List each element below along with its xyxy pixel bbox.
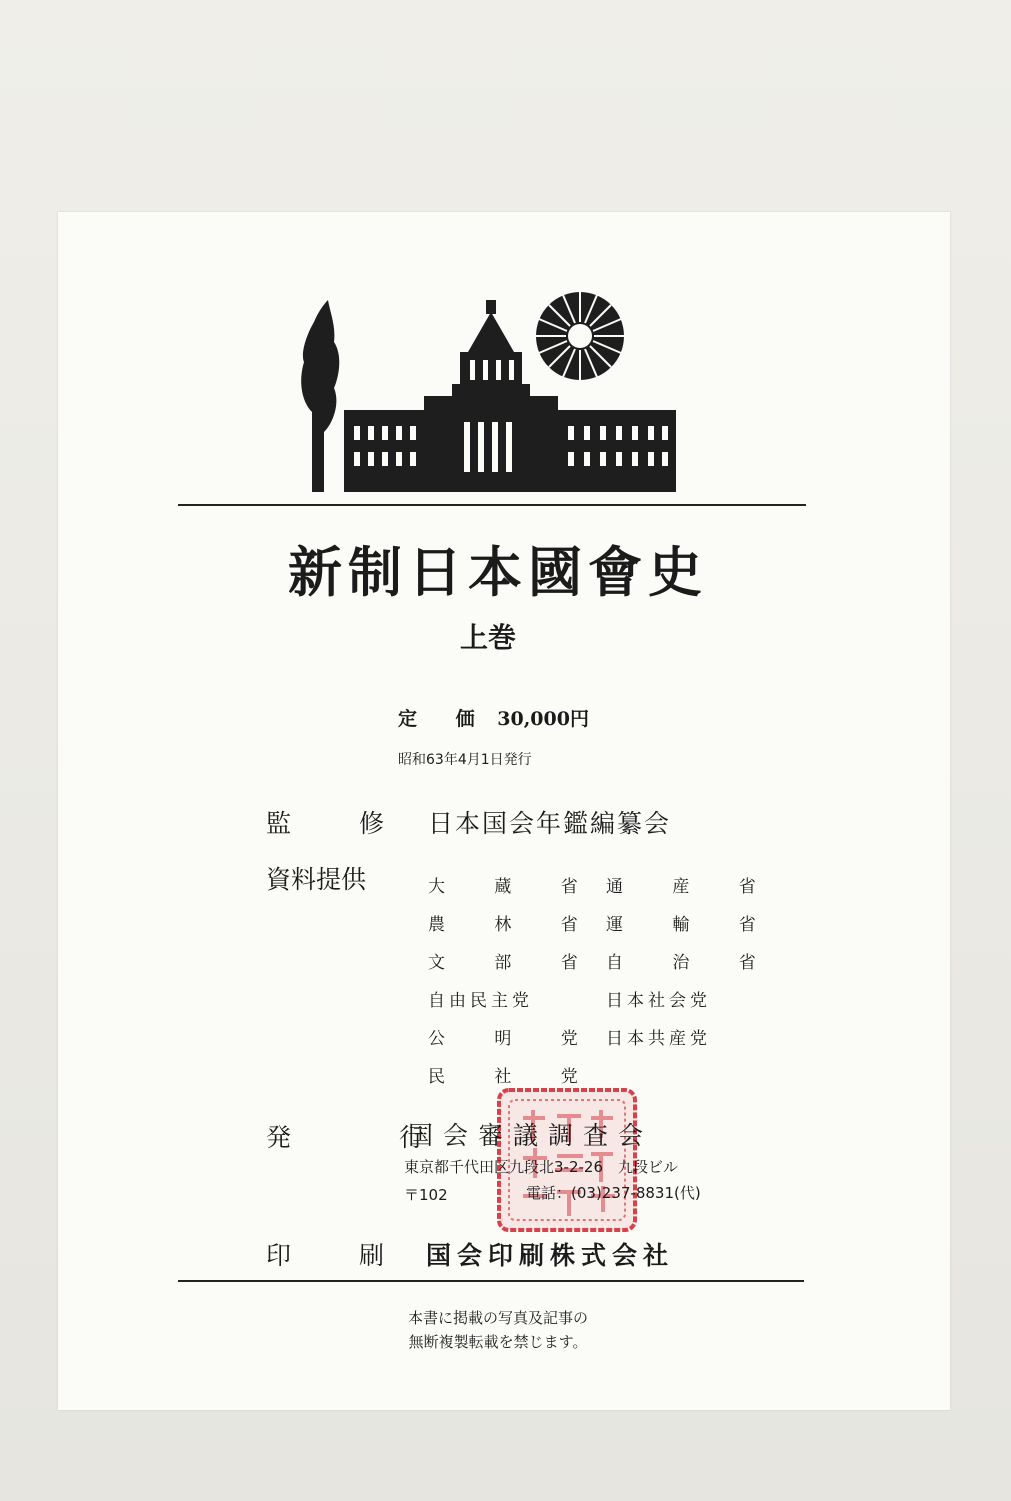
top-rule (178, 504, 806, 506)
notice-line-1: 本書に掲載の写真及記事の (407, 1309, 588, 1327)
org-left-2: 農 林 省 (428, 915, 600, 935)
copyright-notice (318, 1306, 678, 1354)
printer-label: 印 刷 (266, 1241, 414, 1270)
price-label: 定 価 (398, 708, 491, 730)
diet-building-emblem-icon (294, 292, 680, 494)
publisher-postal: 〒102 (404, 1186, 448, 1204)
materials-label: 資料提供 (266, 865, 367, 894)
org-left-4: 自由民主党 (428, 991, 533, 1011)
colophon-page (58, 212, 950, 1410)
volume-label: 上巻 (459, 621, 516, 654)
supervision-label: 監 修 (266, 809, 414, 838)
org-right-4: 日本社会党 (606, 991, 711, 1011)
publisher-address: 東京都千代田区九段北3-2-26 九段ビル (404, 1158, 679, 1176)
book-title: 新制日本國會史 (288, 540, 708, 604)
supervision-value: 日本国会年鑑編纂会 (428, 809, 672, 838)
price-line (398, 704, 589, 731)
org-left-6: 民 社 党 (428, 1067, 600, 1087)
org-left-3: 文 部 省 (428, 953, 600, 973)
org-right-1: 通 産 省 (606, 877, 778, 897)
org-right-2: 運 輸 省 (606, 915, 778, 935)
bottom-rule (178, 1280, 804, 1282)
org-right-5: 日本共産党 (606, 1029, 711, 1049)
publisher-value: 国会審議調査会 (408, 1121, 654, 1150)
publisher-label: 発 行 (266, 1123, 474, 1152)
org-right-3: 自 治 省 (606, 953, 778, 973)
publisher-phone: 電話：(03)237-8831(代) (526, 1184, 701, 1202)
org-left-1: 大 蔵 省 (428, 877, 600, 897)
price-value: 30,000円 (497, 708, 589, 730)
org-left-5: 公 明 党 (428, 1029, 600, 1049)
printer-value: 国会印刷株式会社 (426, 1241, 675, 1270)
issue-date: 昭和63年4月1日発行 (398, 752, 532, 768)
notice-line-2: 無断複製転載を禁じます。 (408, 1333, 588, 1351)
